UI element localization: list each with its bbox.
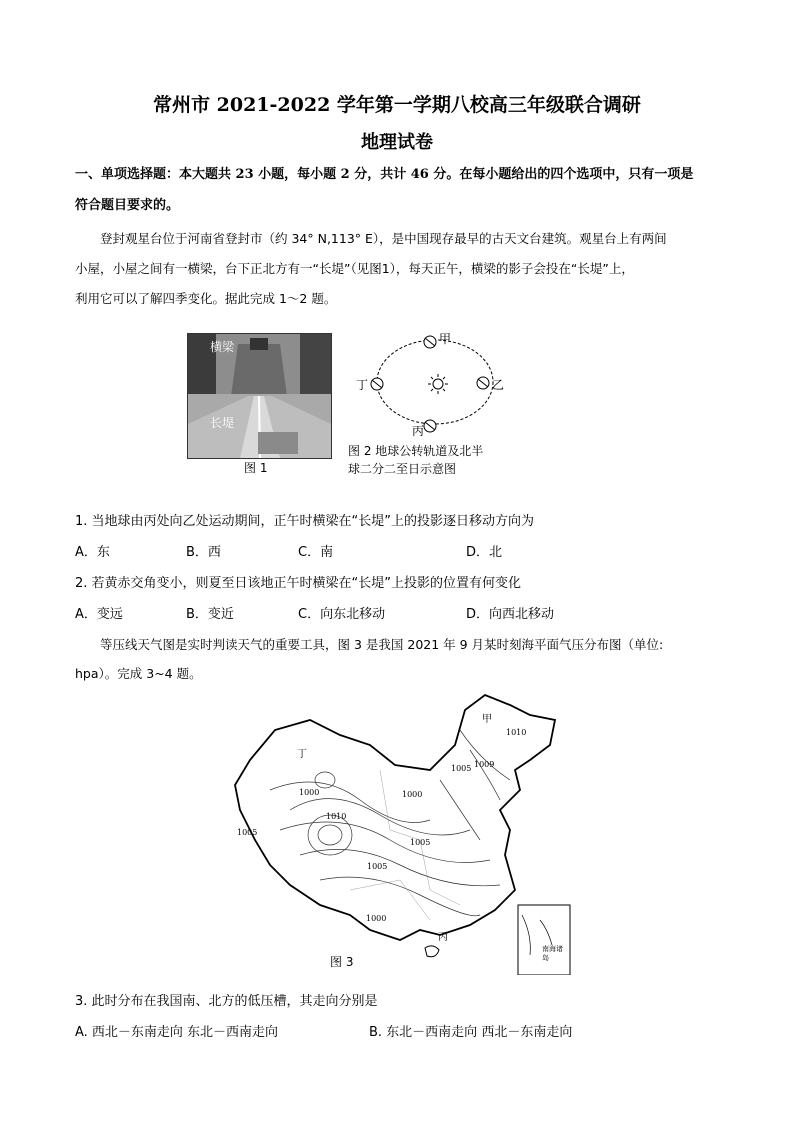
orbit-position-ding: 丁 [356,378,369,392]
label-dike: 长堤 [210,416,235,430]
passage2-line1: 等压线天气图是实时判读天气的重要工具，图 3 是我国 2021 年 9 月某时刻海平面气压分布图（单位: [100,637,664,652]
passage1-line3: 利用它可以了解四季变化。据此完成 1～2 题。 [75,291,337,306]
q1-option-a: A．东 [75,545,110,560]
isobar-label: 1000 [402,790,423,799]
observatory-photo [187,333,332,459]
orbit-position-yi: 乙 [492,378,505,392]
figure2-caption-line2: 球二分二至日示意图 [348,462,457,476]
isobar-label: 1010 [326,812,347,821]
q1-option-d: D．北 [466,545,503,560]
isobar-label: 1005 [367,862,388,871]
question3-stem: 3. 此时分布在我国南、北方的低压槽，其走向分别是 [75,994,378,1009]
page-title: 常州市 2021-2022 学年第一学期八校高三年级联合调研 [153,94,641,116]
map-label-jia: 甲 [482,714,492,725]
question1-stem: 1. 当地球由丙处向乙处运动期间，正午时横梁在“长堤”上的投影逐日移动方向为 [75,514,535,529]
q2-option-d: D．向西北移动 [466,607,555,622]
passage2-line2: hpa）。完成 3~4 题。 [75,666,202,681]
isobar-label: 1009 [474,760,495,769]
q2-option-b: B．变近 [186,607,234,622]
question2-stem: 2. 若黄赤交角变小，则夏至日该地正午时横梁在“长堤”上投影的位置有何变化 [75,576,522,591]
figure3-caption: 图 3 [330,955,354,969]
orbit-position-jia: 甲 [439,332,452,346]
q2-option-c: C．向东北移动 [298,607,386,622]
section-heading-line1: 一、单项选择题：本大题共 23 小题，每小题 2 分，共计 46 分。在每小题给出的四个选项中，只有一项是 [75,167,694,182]
q2-option-a: A．变远 [75,607,123,622]
isobar-label: 1000 [299,788,320,797]
passage1-line1: 登封观星台位于河南省登封市（约 34° N,113° E），是中国现存最早的古天文台建筑。观星台上有两间 [100,231,667,246]
isobar-label: 1000 [366,914,387,923]
map-label-ding: 丁 [297,749,307,760]
q1-option-c: C．南 [298,545,334,560]
passage1-line2: 小屋，小屋之间有一横梁，台下正北方有一“长堤”（见图1），每天正午，横梁的影子会投在“长堤”上， [75,261,634,276]
pressure-map [230,690,575,975]
figure2-caption-line1: 图 2 地球公转轨道及北半 [348,444,484,458]
label-beam: 横梁 [210,340,235,354]
isobar-label: 1005 [410,838,431,847]
isobar-label: 1005 [451,764,472,773]
q1-option-b: B．西 [186,545,221,560]
figure1-caption: 图 1 [244,461,268,475]
orbit-diagram [350,330,510,440]
page-subtitle: 地理试卷 [361,132,433,153]
orbit-position-bing: 丙 [412,424,425,438]
isobar-label: 1005 [237,828,258,837]
inset-label: 南海诸岛 [542,945,563,962]
section-heading-line2: 符合题目要求的。 [75,198,180,213]
map-label-bing: 丙 [438,932,448,943]
q3-option-b: B. 东北－西南走向 西北－东南走向 [369,1025,573,1040]
q3-option-a: A. 西北－东南走向 东北－西南走向 [75,1025,279,1040]
isobar-label: 1010 [506,728,527,737]
